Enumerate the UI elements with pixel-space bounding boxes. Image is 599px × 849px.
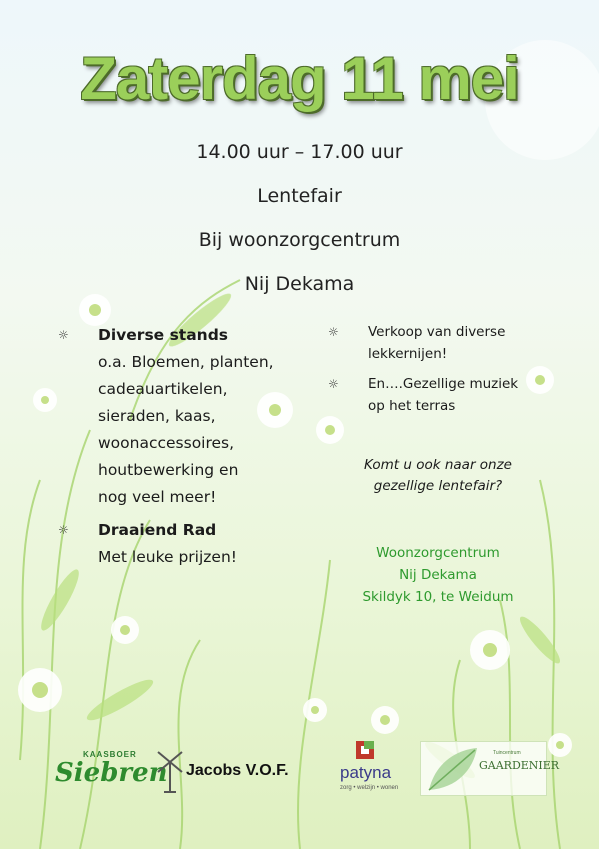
item-line: nog veel meer! — [98, 488, 217, 506]
kaasboer-logo — [55, 748, 185, 798]
gaardenier-top-text: Tuincentrum — [493, 750, 521, 756]
kaasboer-name-text: Siebren — [55, 758, 168, 788]
list-item — [58, 322, 308, 511]
item-line: cadeauartikelen, — [98, 380, 228, 398]
item-line: op het terras — [368, 398, 456, 414]
left-column — [58, 322, 308, 571]
item-line: sieraden, kaas, — [98, 407, 216, 425]
item-heading: Diverse stands — [98, 326, 229, 344]
venue-name: Nij Dekama — [244, 273, 355, 295]
list-item — [328, 373, 548, 417]
patyna-logo — [330, 735, 400, 801]
invitation-line: Komt u ook naar onze — [364, 457, 512, 473]
sun-bullet-icon: ☼ — [328, 325, 339, 339]
patyna-name-text: patyna — [340, 763, 392, 782]
item-heading: Draaiend Rad — [98, 521, 217, 539]
sun-bullet-icon: ☼ — [58, 523, 69, 537]
item-line: En….Gezellige muziek — [368, 376, 519, 392]
address-line: Nij Dekama — [399, 567, 477, 583]
list-item — [328, 321, 548, 365]
gaardenier-logo — [420, 741, 560, 796]
item-line: Verkoop van diverse — [368, 324, 506, 340]
item-line: houtbewerking en — [98, 461, 239, 479]
page-title: Zaterdag 11 mei — [80, 45, 519, 112]
address-block — [338, 542, 538, 608]
event-time: 14.00 uur – 17.00 uur — [196, 141, 403, 163]
sun-bullet-icon: ☼ — [58, 328, 69, 342]
kaasboer-top-text: KAASBOER — [83, 750, 137, 759]
list-item — [58, 517, 308, 571]
gaardenier-name-text: GAARDENIER — [479, 759, 560, 772]
item-line: Met leuke prijzen! — [98, 548, 238, 566]
leaf-icon — [425, 744, 481, 794]
patyna-mark-icon — [354, 739, 376, 761]
sun-bullet-icon: ☼ — [328, 377, 339, 391]
invitation-line: gezellige lentefair? — [373, 478, 503, 494]
item-line: o.a. Bloemen, planten, — [98, 353, 274, 371]
right-column — [328, 321, 548, 417]
item-line: lekkernijen! — [368, 346, 448, 362]
windmill-icon — [155, 748, 185, 794]
jacobs-logo-text: Jacobs V.O.F. — [186, 762, 289, 779]
item-line: woonaccessoires, — [98, 434, 235, 452]
venue-line: Bij woonzorgcentrum — [198, 229, 401, 251]
address-line: Woonzorgcentrum — [376, 545, 500, 561]
address-line: Skildyk 10, te Weidum — [362, 589, 514, 605]
patyna-tagline-text: zorg • welzijn • wonen — [340, 785, 399, 791]
event-name: Lentefair — [257, 185, 342, 207]
invitation-text — [348, 455, 528, 497]
